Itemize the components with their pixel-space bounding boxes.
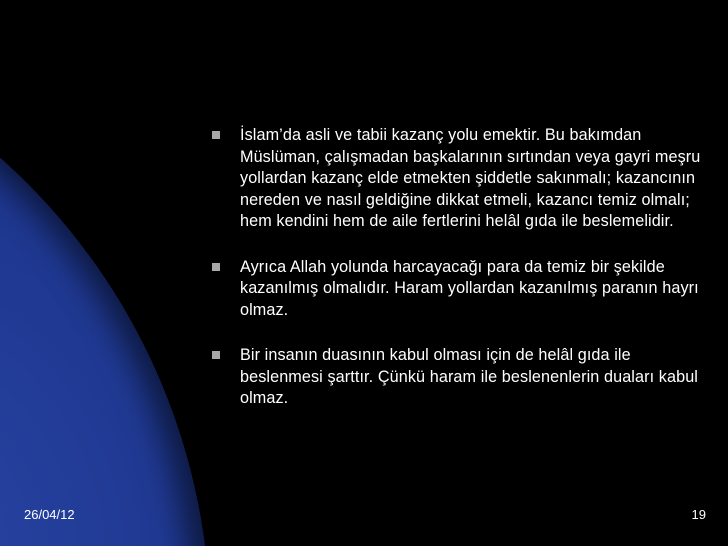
square-bullet-icon [212,263,220,271]
bullet-text-3: Bir insanın duasının kabul olması için de helâl gıda ile beslenmesi şarttır. Çünkü haram ile beslenenlerin duaları kabul olmaz. [240,346,698,407]
decorative-arc-shadow [0,0,210,546]
bullet-item-1 [212,125,712,233]
bullet-list [212,125,712,434]
square-bullet-icon [212,131,220,139]
square-bullet-icon [212,351,220,359]
bullet-text-1: İslam’da asli ve tabii kazanç yolu emektir. Bu bakımdan Müslüman, çalışmadan başkalarının sırtından veya gayri meşru yollardan kazanç elde etmekten şiddetle sakınmalı; kazancının nereden ve nasıl geldiğine dikkat etmeli, kazancı temiz olmalı; hem kendini hem de aile fertlerini helâl gıda ile beslemelidir. [240,126,701,230]
page-number: 19 [691,507,706,522]
footer-date: 26/04/12 [24,507,75,522]
bullet-item-2 [212,257,712,322]
bullet-text-2: Ayrıca Allah yolunda harcayacağı para da temiz bir şekilde kazanılmış olmalıdır. Haram yollardan kazanılmış paranın hayrı olmaz. [240,257,699,319]
bullet-item-3 [212,345,712,410]
